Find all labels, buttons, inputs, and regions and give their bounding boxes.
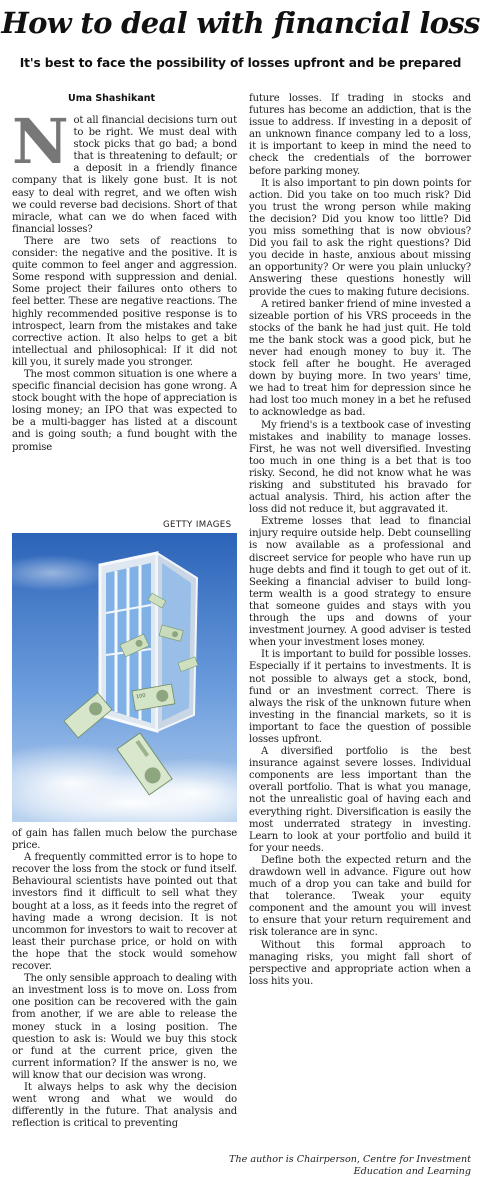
column-1-bottom bbox=[12, 828, 237, 1130]
paragraph: The only sensible approach to dealing with an investment loss is to move on. Loss from one position can be recovered with the gain from another, if we are able to release the money stuck in a losing position. The question to ask is: Would we buy this stock or fund at the current price, given the current information? If the answer is no, we will know that our decision was wrong. bbox=[12, 973, 237, 1081]
paragraph: of gain has fallen much below the purchase price. bbox=[12, 828, 237, 852]
headline: How to deal with financial loss bbox=[1, 6, 480, 40]
drop-cap: N bbox=[12, 105, 69, 178]
paragraph: Extreme losses that lead to financial injury require outside help. Debt counselling is now available as a professional and discreet service for people who have run up huge debts and find it tough to get out of it. Seeking a financial adviser to build long-term wealth is a good strategy to ensure that someone guides and stays with you through the ups and downs of your investment journey. A good adviser is tested when your investment loses money. bbox=[249, 516, 471, 649]
paragraph: There are two sets of reactions to consider: the negative and the positive. It is quite common to feel anger and aggression. Some respond with suppression and denial. Some project their failures onto others to feel better. These are negative reactions. The highly recommended positive response is to introspect, learn from the mistakes and take corrective action. It also helps to get a bit intellectual and philosophical: If it did not kill you, it surely made you stronger. bbox=[12, 235, 237, 368]
paragraph: A retired banker friend of mine invested a sizeable portion of his VRS proceeds in the stocks of the bank he had just quit. He told me the bank stock was a good pick, but he never had enough money to buy it. The stock fell after he bought. He averaged down by buying more. In two years' time, we had to treat him for depression since he had lost too much money in a bet he refused to acknowledge as bad. bbox=[249, 298, 471, 419]
byline: Uma Shashikant bbox=[68, 93, 156, 104]
paragraph: It is important to build for possible losses. Especially if it pertains to investments. It is not possible to always get a stock, bond, fund or an investment correct. There is always the risk of the unknown future when investing in the financial markets, so it is important to face the question of possible losses upfront. bbox=[249, 649, 471, 745]
paragraph: The most common situation is one where a specific financial decision has gone wrong. A stock bought with the hope of appreciation is losing money; an IPO that was expected to be a multi-bagger has listed at a discount and is going south; a fund bought with the promise bbox=[12, 368, 237, 453]
paragraph: A frequently committed error is to hope to recover the loss from the stock or fund itself. Behavioural scientists have pointed out that investors find it difficult to sell what they bought at a loss, as it feeds into the regret of having made a wrong decision. It is not uncommon for investors to wait to recover at least their purchase price, or hold on with the hope that the stock would somehow recover. bbox=[12, 852, 237, 973]
paragraph: It always helps to ask why the decision went wrong and what we would do differently in the future. That analysis and reflection is critical to preventing bbox=[12, 1081, 237, 1130]
paragraph: ot all financial decisions turn out to be right. We must deal with stock picks that go bad; a bond that is threatening to default; or a deposit in a friendly finance company that is likely gone bust. It is not easy to deal with regret, and we often wish we could reverse bad decisions. Short of that miracle, what can we do when faced with financial losses? bbox=[12, 115, 237, 235]
paragraph: My friend's is a textbook case of investing mistakes and inability to manage losses. First, he was not well diversified. Investing too much in one thing is a bet that is too risky. Second, he did not know what he was risking and substituted his bravado for actual analysis. Third, his action after the loss did not reduce it, but aggravated it. bbox=[249, 419, 471, 516]
paragraph: A diversified portfolio is the best insurance against severe losses. Individual components are less important than the overall portfolio. That is what you manage, not the unrealistic goal of having each and everything right. Diversification is easily the most underrated strategy in investing. Learn to look at your portfolio and build it for your needs. bbox=[249, 746, 471, 854]
image-credit: GETTY IMAGES bbox=[163, 520, 232, 530]
window-money-illustration bbox=[12, 533, 237, 822]
paragraph: Define both the expected return and the drawdown well in advance. Figure out how much of a drop you can take and build for that tolerance. Tweak your equity component and the amount you will invest to ensure that your return requirement and risk tolerance are in sync. bbox=[249, 854, 471, 939]
column-2 bbox=[249, 93, 471, 988]
subheadline: It's best to face the possibility of losses upfront and be prepared bbox=[19, 56, 462, 70]
svg-text:100: 100 bbox=[135, 692, 147, 701]
paragraph: Without this formal approach to managing risks, you might fall short of perspective and appropriate action when a loss hits you. bbox=[249, 939, 471, 987]
paragraph: future losses. If trading in stocks and futures has become an addiction, that is the issue to address. If investing in a deposit of an unknown finance company led to a loss, it is important to keep in mind the need to check the credentials of the borrower before parking money. bbox=[249, 93, 471, 177]
author-note: The author is Chairperson, Centre for Investment Education and Learning bbox=[229, 1154, 471, 1177]
paragraph: It is also important to pin down points for action. Did you take on too much risk? Did you trust the wrong person while making the decision? Did you know too little? Did you miss something that is now obvious? Did you fail to ask the right questions? Did you decide in haste, anxious about missing an opportunity? Or were you plain unlucky? Answering these questions honestly will provide the cues to making future decisions. bbox=[249, 177, 471, 298]
article-photo bbox=[12, 533, 237, 822]
column-1-top bbox=[12, 105, 237, 454]
